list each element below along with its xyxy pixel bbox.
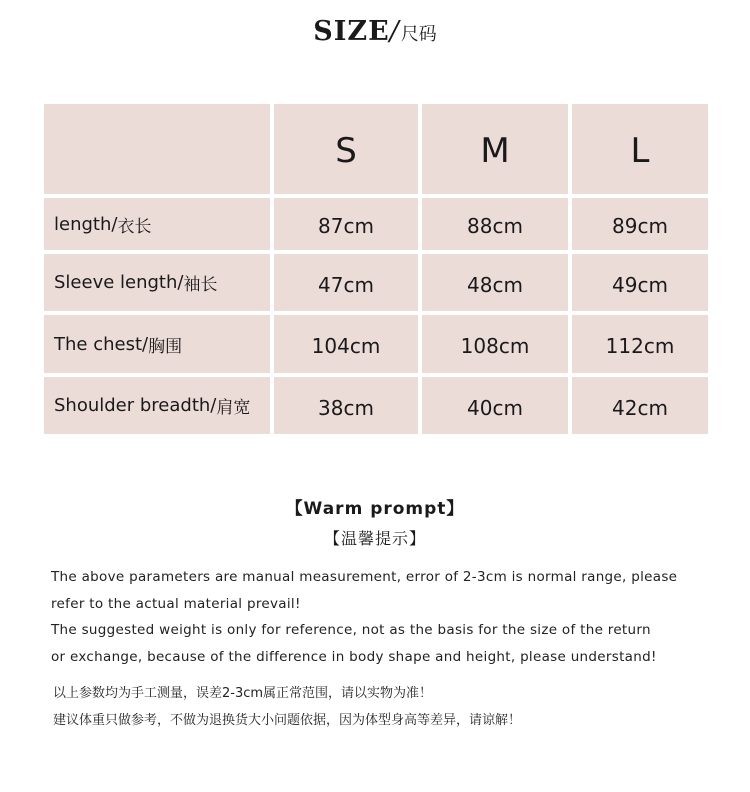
row-label-en: The chest/ <box>54 333 149 355</box>
row-label-shoulder-breadth <box>42 375 272 436</box>
row-label-cn: 袖长 <box>183 275 218 295</box>
table-cell: 112cm <box>570 313 710 375</box>
table-cell: 48cm <box>420 252 570 313</box>
table-cell: 88cm <box>420 196 570 252</box>
table-cell: 108cm <box>420 313 570 375</box>
title-cn-text: 尺码 <box>400 24 437 45</box>
page-title <box>0 16 750 47</box>
row-label-sleeve-length <box>42 252 272 313</box>
note-line: refer to the actual material prevail! <box>51 595 301 612</box>
table-corner-cell <box>42 102 272 196</box>
note-line-cn: 以上参数均为手工测量，误差2-3cm属正常范围，请以实物为准！ <box>53 686 433 701</box>
size-table <box>42 102 710 448</box>
row-label-en: Shoulder breadth/ <box>54 395 217 416</box>
row-label-cn: 肩宽 <box>216 398 251 418</box>
row-label-en: Sleeve length/ <box>54 272 184 293</box>
table-cell: 104cm <box>272 313 420 375</box>
row-label-cn: 胸围 <box>148 336 183 357</box>
title-slash: / <box>389 16 399 47</box>
note-line-cn: 建议体重只做参考，不做为退换货大小问题依据，因为体型身高等差异，请谅解！ <box>53 713 522 728</box>
row-label-chest <box>42 313 272 375</box>
warm-prompt-title-cn: 【温馨提示】 <box>323 529 426 548</box>
column-header-l: L <box>570 102 710 196</box>
column-header-s: S <box>272 102 420 196</box>
row-label-en: length/ <box>54 213 118 235</box>
column-header-m: M <box>420 102 570 196</box>
notes-english <box>51 564 721 670</box>
note-line: or exchange, because of the difference in body shape and height, please understand! <box>51 648 657 665</box>
table-cell: 40cm <box>420 375 570 436</box>
row-label-length <box>42 196 272 252</box>
note-line: The above parameters are manual measurement, error of 2-3cm is normal range, please <box>51 569 678 585</box>
title-size-text: SIZE <box>313 16 390 47</box>
notes-chinese <box>53 680 723 734</box>
table-cell: 47cm <box>272 252 420 313</box>
table-cell: 42cm <box>570 375 710 436</box>
table-cell: 38cm <box>272 375 420 436</box>
note-line: The suggested weight is only for reference, not as the basis for the size of the return <box>51 622 651 638</box>
table-cell: 87cm <box>272 196 420 252</box>
table-cell: 89cm <box>570 196 710 252</box>
row-label-cn: 衣长 <box>117 216 152 237</box>
warm-prompt-title: 【Warm prompt】 <box>285 499 465 519</box>
table-cell: 49cm <box>570 252 710 313</box>
